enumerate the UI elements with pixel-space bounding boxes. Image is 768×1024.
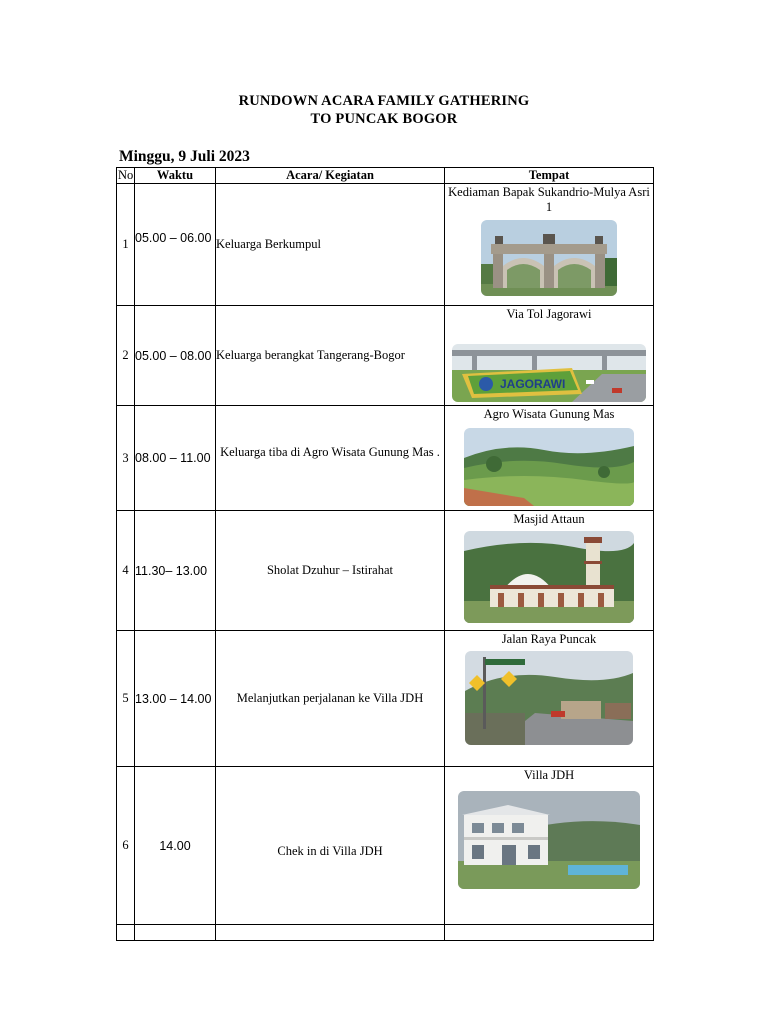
table-row <box>117 511 654 631</box>
row-no: 5 <box>117 631 135 767</box>
table-row <box>117 184 654 306</box>
header-waktu: Waktu <box>135 168 216 184</box>
empty-cell <box>445 925 654 941</box>
empty-cell <box>216 925 445 941</box>
row-tempat: Agro Wisata Gunung Mas <box>483 407 615 421</box>
gate-photo <box>481 220 617 296</box>
row-tempat-cell <box>445 511 654 631</box>
row-tempat-cell <box>445 306 654 406</box>
row-waktu: 05.00 – 06.00 <box>135 184 216 306</box>
table-row <box>117 306 654 406</box>
mosque-photo <box>464 531 634 623</box>
toll-sign-text: JAGORAWI <box>500 377 566 391</box>
table-row <box>117 631 654 767</box>
row-tempat-cell <box>445 184 654 306</box>
rundown-table <box>116 167 654 941</box>
empty-cell <box>117 925 135 941</box>
header-tempat: Tempat <box>445 168 654 184</box>
table-row <box>117 406 654 511</box>
row-tempat: Villa JDH <box>523 768 575 782</box>
row-acara: Keluarga tiba di Agro Wisata Gunung Mas . <box>216 406 445 511</box>
row-waktu: 13.00 – 14.00 <box>135 631 216 767</box>
row-tempat: Via Tol Jagorawi <box>506 307 592 321</box>
event-date: Minggu, 9 Juli 2023 <box>119 148 250 165</box>
header-acara: Acara/ Kegiatan <box>216 168 445 184</box>
row-no: 4 <box>117 511 135 631</box>
table-row <box>117 767 654 925</box>
row-tempat: Jalan Raya Puncak <box>501 632 597 646</box>
table-header-row <box>117 168 654 184</box>
document-title-line1: RUNDOWN ACARA FAMILY GATHERING <box>238 93 530 109</box>
row-acara: Sholat Dzuhur – Istirahat <box>216 511 445 631</box>
row-no: 6 <box>117 767 135 925</box>
row-acara: Chek in di Villa JDH <box>216 767 445 925</box>
row-tempat-cell <box>445 406 654 511</box>
toll-road-photo <box>452 344 646 402</box>
table-row-empty <box>117 925 654 941</box>
row-tempat-cell <box>445 631 654 767</box>
tea-plantation-photo <box>464 428 634 506</box>
row-tempat: Masjid Attaun <box>513 512 585 526</box>
row-acara: Melanjutkan perjalanan ke Villa JDH <box>216 631 445 767</box>
row-waktu: 08.00 – 11.00 <box>135 406 216 511</box>
villa-photo <box>458 791 640 889</box>
row-no: 3 <box>117 406 135 511</box>
row-waktu: 14.00 <box>135 767 216 925</box>
header-no: No <box>118 168 134 182</box>
empty-cell <box>135 925 216 941</box>
row-no: 1 <box>117 184 135 306</box>
row-tempat: Kediaman Bapak Sukandrio-Mulya Asri 1 <box>448 185 650 214</box>
row-tempat-cell <box>445 767 654 925</box>
row-acara: Keluarga berangkat Tangerang-Bogor <box>216 306 445 406</box>
row-waktu: 11.30– 13.00 <box>135 511 216 631</box>
row-waktu: 05.00 – 08.00 <box>135 306 216 406</box>
row-acara: Keluarga Berkumpul <box>216 184 445 306</box>
document-title-line2: TO PUNCAK BOGOR <box>310 111 458 127</box>
street-photo <box>465 651 633 745</box>
row-no: 2 <box>117 306 135 406</box>
